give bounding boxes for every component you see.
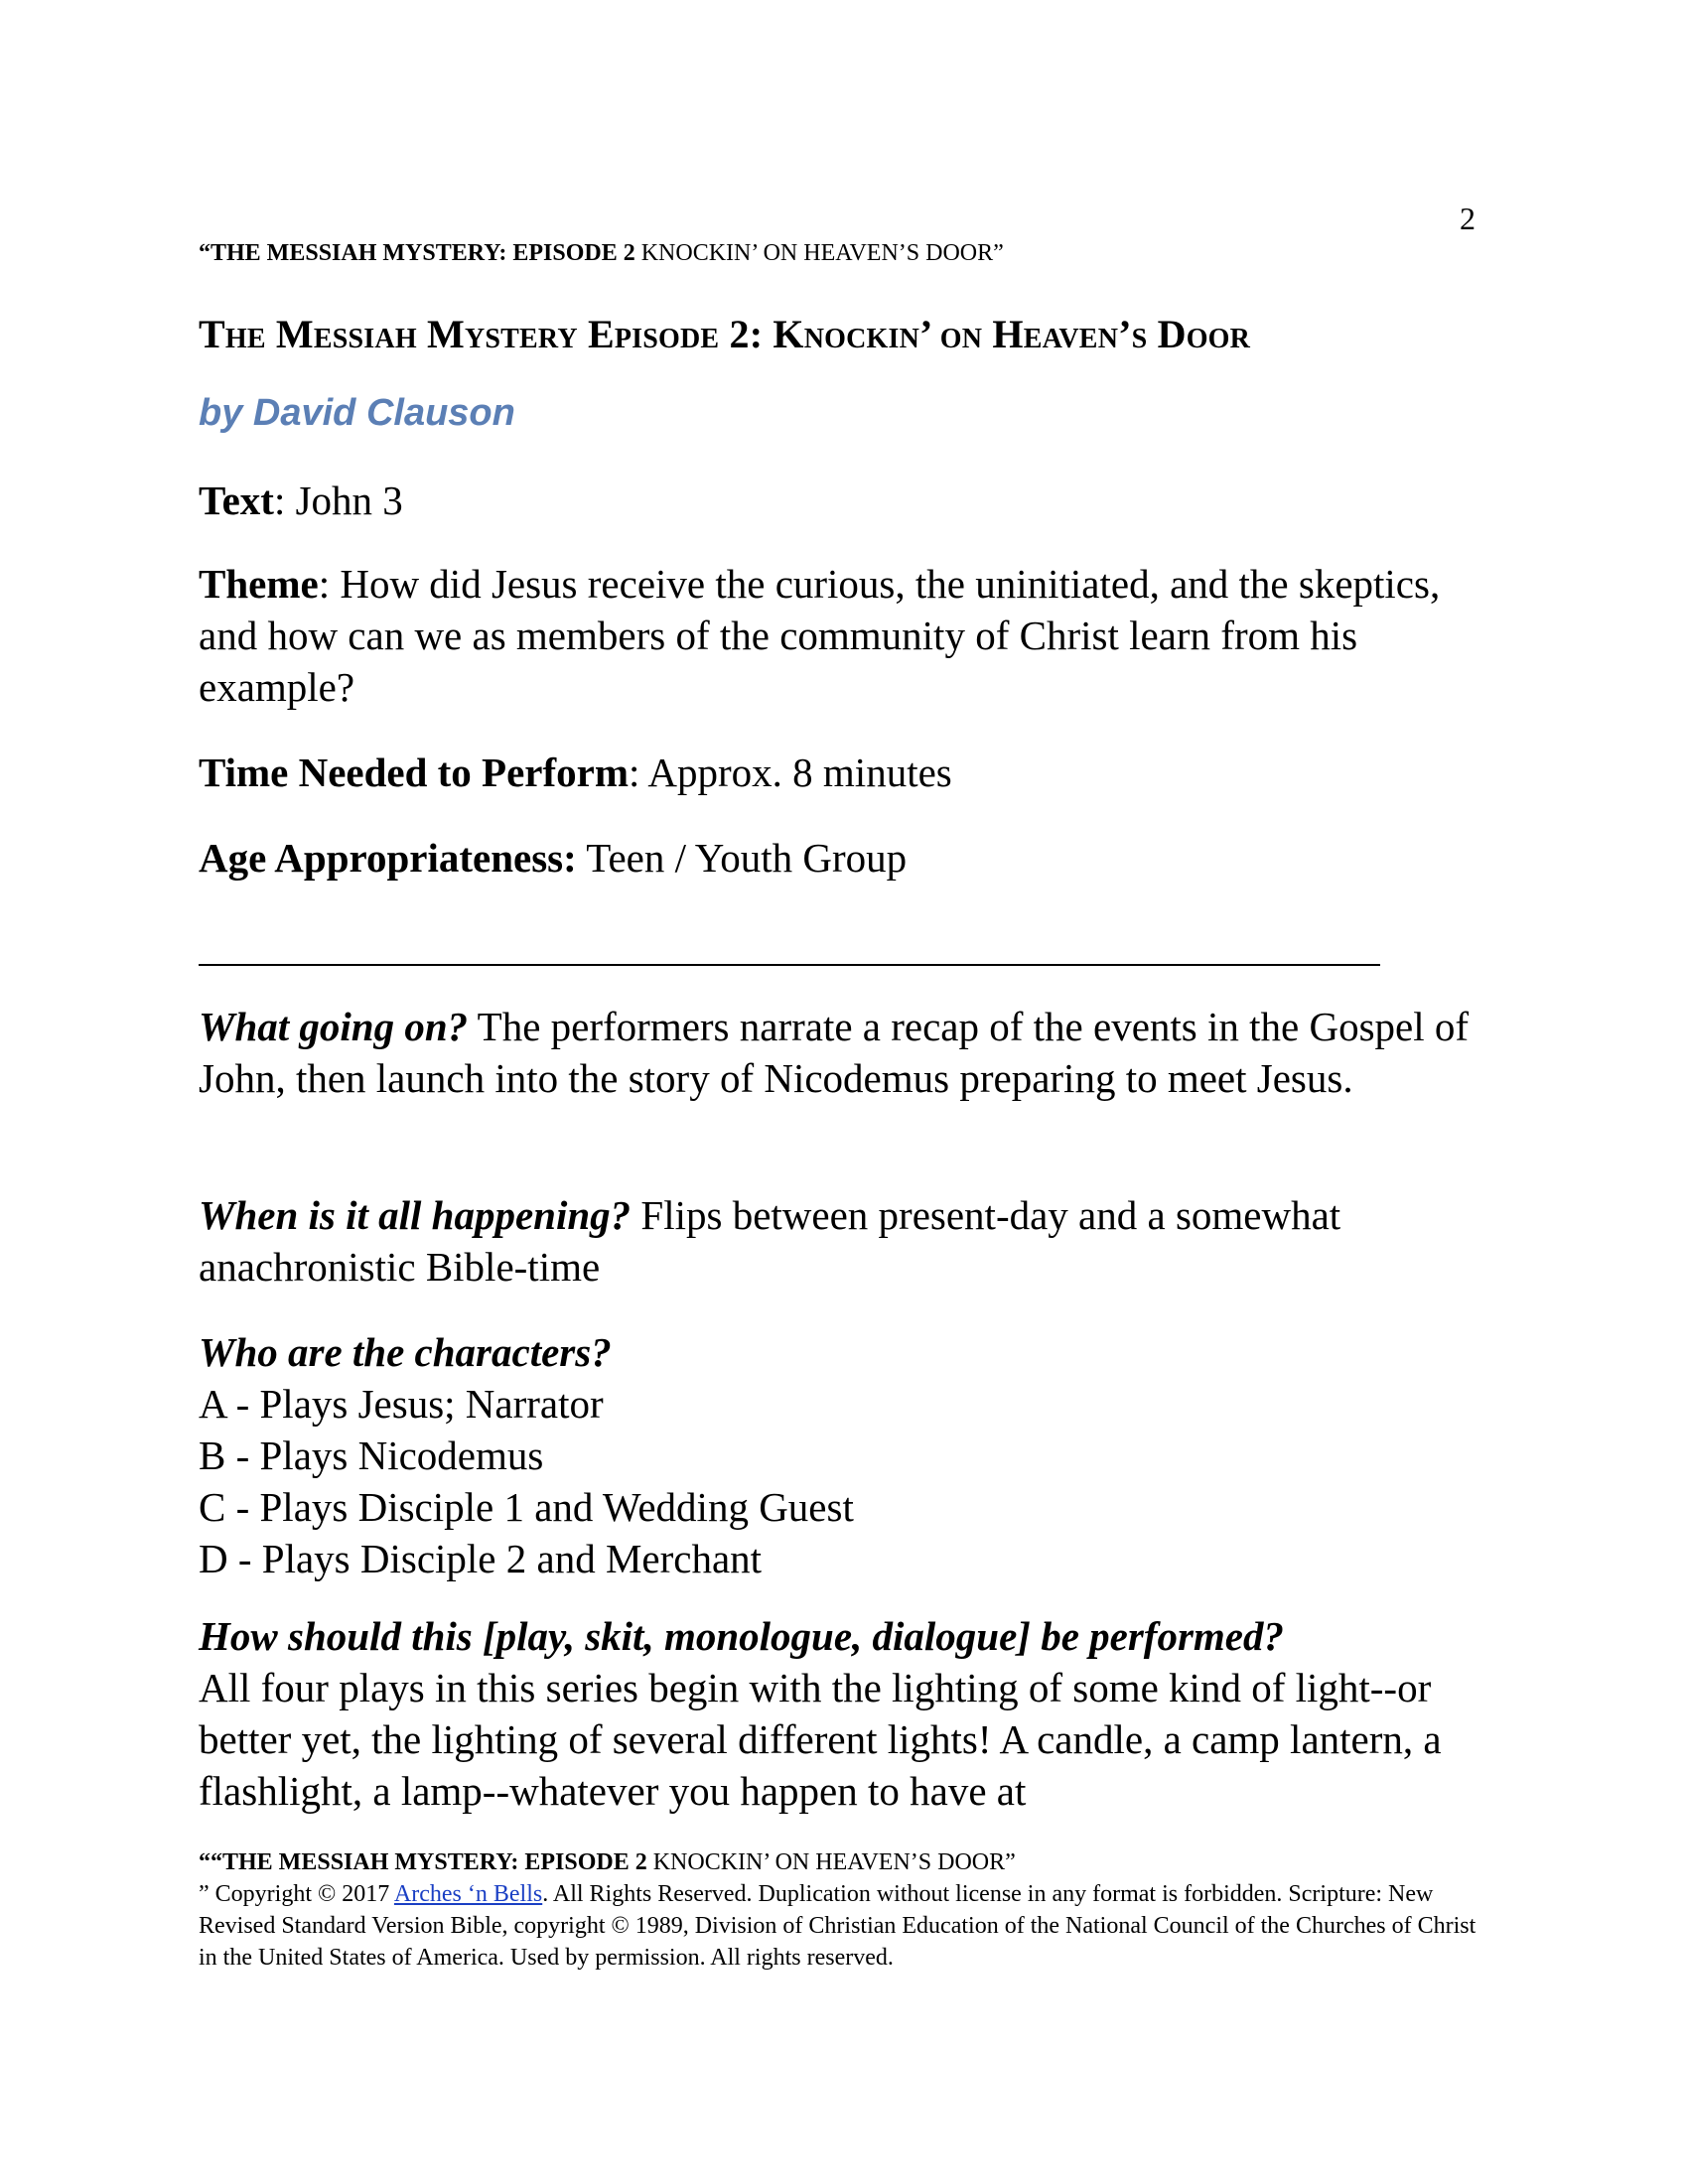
character-item: B - Plays Nicodemus xyxy=(199,1433,544,1478)
author-byline: by David Clauson xyxy=(199,392,515,434)
copyright-suffix: . All Rights Reserved. Duplication without license in any format is forbidden. Scripture: New Revised Standard Version Bible, copyright © 1989, Division of Christian Education of the National Council of the Churches of Christ in the United States of America. Used by permission. All rights reserved. xyxy=(199,1881,1477,1971)
text-value: : John 3 xyxy=(273,478,403,523)
age-value: Teen / Youth Group xyxy=(576,835,908,881)
footer-copyright xyxy=(199,1878,1489,1974)
footer-title-bold: ““THE MESSIAH MYSTERY: EPISODE 2 xyxy=(199,1849,647,1875)
what-section xyxy=(199,1001,1509,1104)
who-question: Who are the characters? xyxy=(199,1329,612,1375)
running-header-bold: “THE MESSIAH MYSTERY: EPISODE 2 xyxy=(199,240,635,266)
theme-value: : How did Jesus receive the curious, the uninitiated, and the skeptics, and how can we as members of the community of Christ learn from his example? xyxy=(199,561,1441,710)
text-field xyxy=(199,475,1489,526)
running-header xyxy=(199,238,1004,268)
what-answer: The performers narrate a recap of the events in the Gospel of John, then launch into the story of Nicodemus preparing to meet Jesus. xyxy=(199,1004,1470,1101)
time-value: : Approx. 8 minutes xyxy=(629,750,952,795)
age-field xyxy=(199,832,1489,884)
publisher-link[interactable]: Arches ‘n Bells xyxy=(393,1881,543,1907)
time-label: Time Needed to Perform xyxy=(199,750,630,795)
theme-field xyxy=(199,558,1489,713)
footer-title-line xyxy=(199,1846,1489,1878)
when-answer: Flips between present-day and a somewhat anachronistic Bible-time xyxy=(199,1192,1341,1290)
running-header-plain: KNOCKIN’ ON HEAVEN’S DOOR” xyxy=(634,240,1004,266)
footer-title-plain: KNOCKIN’ ON HEAVEN’S DOOR” xyxy=(646,1849,1016,1875)
horizontal-rule xyxy=(199,964,1380,966)
age-label: Age Appropriateness: xyxy=(199,835,577,881)
character-item: A - Plays Jesus; Narrator xyxy=(199,1381,604,1427)
how-question: How should this [play, skit, monologue, dialogue] be performed? xyxy=(199,1613,1285,1659)
when-question: When is it all happening? xyxy=(199,1192,632,1238)
document-title: The Messiah Mystery Episode 2: Knockin’ on Heaven’s Door xyxy=(199,312,1251,356)
time-field xyxy=(199,747,1489,798)
character-item: C - Plays Disciple 1 and Wedding Guest xyxy=(199,1484,854,1530)
copyright-prefix: ” Copyright © 2017 xyxy=(199,1881,394,1907)
theme-label: Theme xyxy=(199,561,319,607)
what-question: What going on? xyxy=(199,1004,469,1049)
when-section xyxy=(199,1189,1509,1293)
page-number: 2 xyxy=(1460,201,1476,236)
page-footer xyxy=(199,1846,1489,1974)
how-section xyxy=(199,1610,1509,1817)
who-section xyxy=(199,1326,1509,1584)
how-answer: All four plays in this series begin with the lighting of some kind of light--or better yet, the lighting of several different lights! A candle, a camp lantern, a flashlight, a lamp--whatever you happen to have at xyxy=(199,1665,1442,1814)
character-item: D - Plays Disciple 2 and Merchant xyxy=(199,1536,763,1581)
text-label: Text xyxy=(199,478,274,523)
